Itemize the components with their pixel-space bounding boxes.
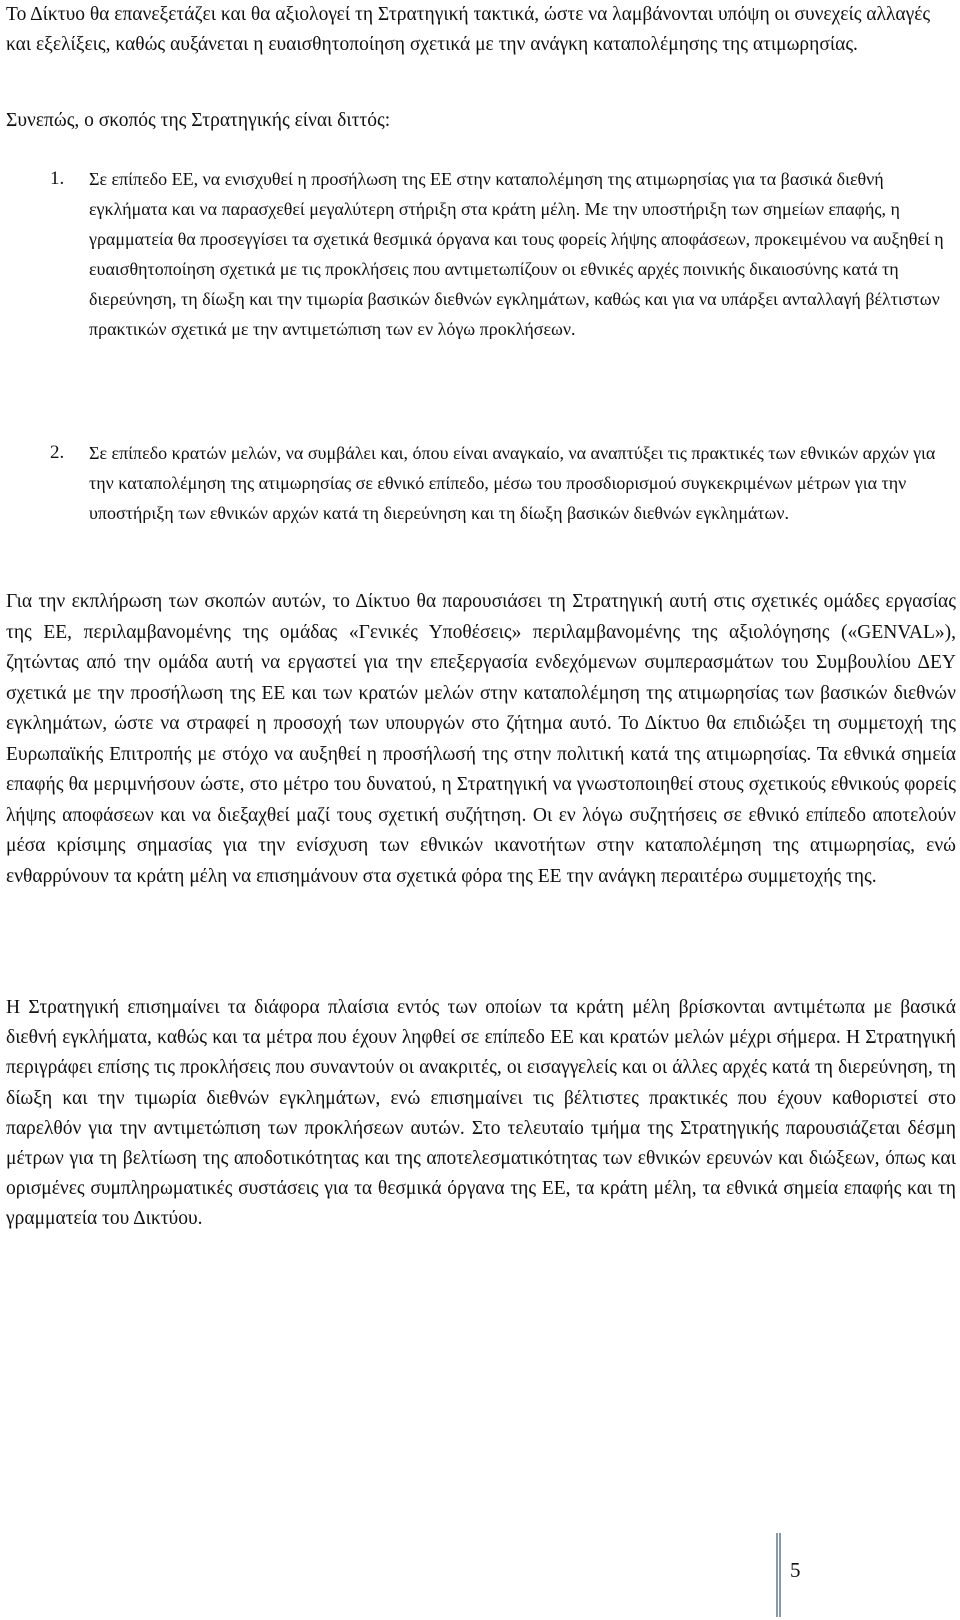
intro-paragraph: Το Δίκτυο θα επανεξετάζει και θα αξιολογεί τη Στρατηγική τακτικά, ώστε να λαμβάνονται υπόψη οι συνεχείς αλλαγές και εξελίξεις, καθώς αυξάνεται η ευαισθητοποίηση σχετικά με την ανάγκη καταπολέμησης της ατιμωρησίας.	[6, 4, 931, 55]
list-item-text: Σε επίπεδο ΕΕ, να ενισχυθεί η προσήλωση της ΕΕ στην καταπολέμηση της ατιμωρησίας για τα βασικά διεθνή εγκλήματα και να παρασχεθεί μεγαλύτερη στήριξη στα κράτη μέλη. Με την υποστήριξη των σημείων επαφής, η γραμματεία θα προσεγγίσει τα σχετικά θεσμικά όργανα και τους φορείς λήψης αποφάσεων, προκειμένου να αυξηθεί η ευαισθητοποίηση σχετικά με τις προκλήσεις που αντιμετωπίζουν οι εθνικές αρχές ποινικής δικαιοσύνης κατά τη διερεύνηση, τη δίωξη και την τιμωρία βασικών διεθνών εγκλημάτων, καθώς και για να υπάρξει ανταλλαγή βέλτιστων πρακτικών σχετικά με την αντιμετώπιση των εν λόγω προκλήσεων.	[89, 169, 944, 340]
body-paragraph-4: Η Στρατηγική επισημαίνει τα διάφορα πλαίσια εντός των οποίων τα κράτη μέλη βρίσκονται αντιμέτωπα με βασικά διεθνή εγκλήματα, καθώς και τα μέτρα που έχουν ληφθεί σε επίπεδο ΕΕ και κρατών μελών μέχρι σήμερα. Η Στρατηγική περιγράφει επίσης τις προκλήσεις που συναντούν οι ανακριτές, οι εισαγγελείς και οι άλλες αρχές κατά τη διερεύνηση, τη δίωξη και την τιμωρία διεθνών εγκλημάτων, ενώ επισημαίνει τις βέλτιστες πρακτικές που έχουν καθοριστεί στο παρελθόν για την αντιμετώπιση των προκλήσεων αυτών. Στο τελευταίο τμήμα της Στρατηγικής παρουσιάζεται δέσμη μέτρων για τη βελτίωση της αποδοτικότητας και της αποτελεσματικότητας των εθνικών ερευνών και διώξεων, όπως και ορισμένες συμπληρωματικές συστάσεις για τα θεσμικά όργανα της ΕΕ, τα κράτη μέλη, τα εθνικά σημεία επαφής και τη γραμματεία του Δικτύου.	[6, 997, 956, 1230]
list-item-text: Σε επίπεδο κρατών μελών, να συμβάλει και, όπου είναι αναγκαίο, να αναπτύξει τις πρακτικές των εθνικών αρχών για την καταπολέμηση της ατιμωρησίας σε εθνικό επίπεδο, μέσω του προσδιορισμού συγκεκριμένων μέτρων για την υποστήριξη των εθνικών αρχών κατά τη διερεύνηση και τη δίωξη βασικών διεθνών εγκλημάτων.	[89, 443, 936, 524]
list-item	[50, 164, 956, 345]
page-number: 5	[790, 1558, 801, 1582]
page-number-divider	[776, 1533, 781, 1617]
body-paragraph-3: Για την εκπλήρωση των σκοπών αυτών, το Δίκτυο θα παρουσιάσει τη Στρατηγική αυτή στις σχετικές ομάδες εργασίας της ΕΕ, περιλαμβανομένης της ομάδας «Γενικές Υποθέσεις» περιλαμβανομένης της αξιολόγησης («GENVAL»), ζητώντας από την ομάδα αυτή να εργαστεί για την επεξεργασία ενδεχόμενων συμπερασμάτων του Συμβουλίου ΔΕΥ σχετικά με την προσήλωση της ΕΕ και των κρατών μελών στην καταπολέμηση της ατιμωρησίας των βασικών διεθνών εγκλημάτων, ώστε να στραφεί η προσοχή των υπουργών στο ζήτημα αυτό. Το Δίκτυο θα επιδιώξει τη συμμετοχή της Ευρωπαϊκής Επιτροπής με στόχο να αυξηθεί η προσήλωσή της στην πολιτική κατά της ατιμωρησίας. Τα εθνικά σημεία επαφής θα μεριμνήσουν ώστε, στο μέτρο του δυνατού, η Στρατηγική να γνωστοποιηθεί στους σχετικούς εθνικούς φορείς λήψης αποφάσεων και να διεξαχθεί μαζί τους σχετική συζήτηση. Οι εν λόγω συζητήσεις σε εθνικό επίπεδο αποτελούν μέσα κρίσιμης σημασίας για την ενίσχυση των εθνικών ικανοτήτων στην καταπολέμηση της ατιμωρησίας, ενώ ενθαρρύνουν τα κράτη μέλη να επισημάνουν στα σχετικά φόρα της ΕΕ την ανάγκη περαιτέρω συμμετοχής της.	[6, 591, 956, 887]
purpose-paragraph: Συνεπώς, ο σκοπός της Στρατηγικής είναι διττός:	[6, 110, 391, 131]
list-item-number: 2.	[50, 442, 65, 463]
list-item-number: 1.	[50, 168, 65, 189]
list-item	[50, 438, 956, 528]
